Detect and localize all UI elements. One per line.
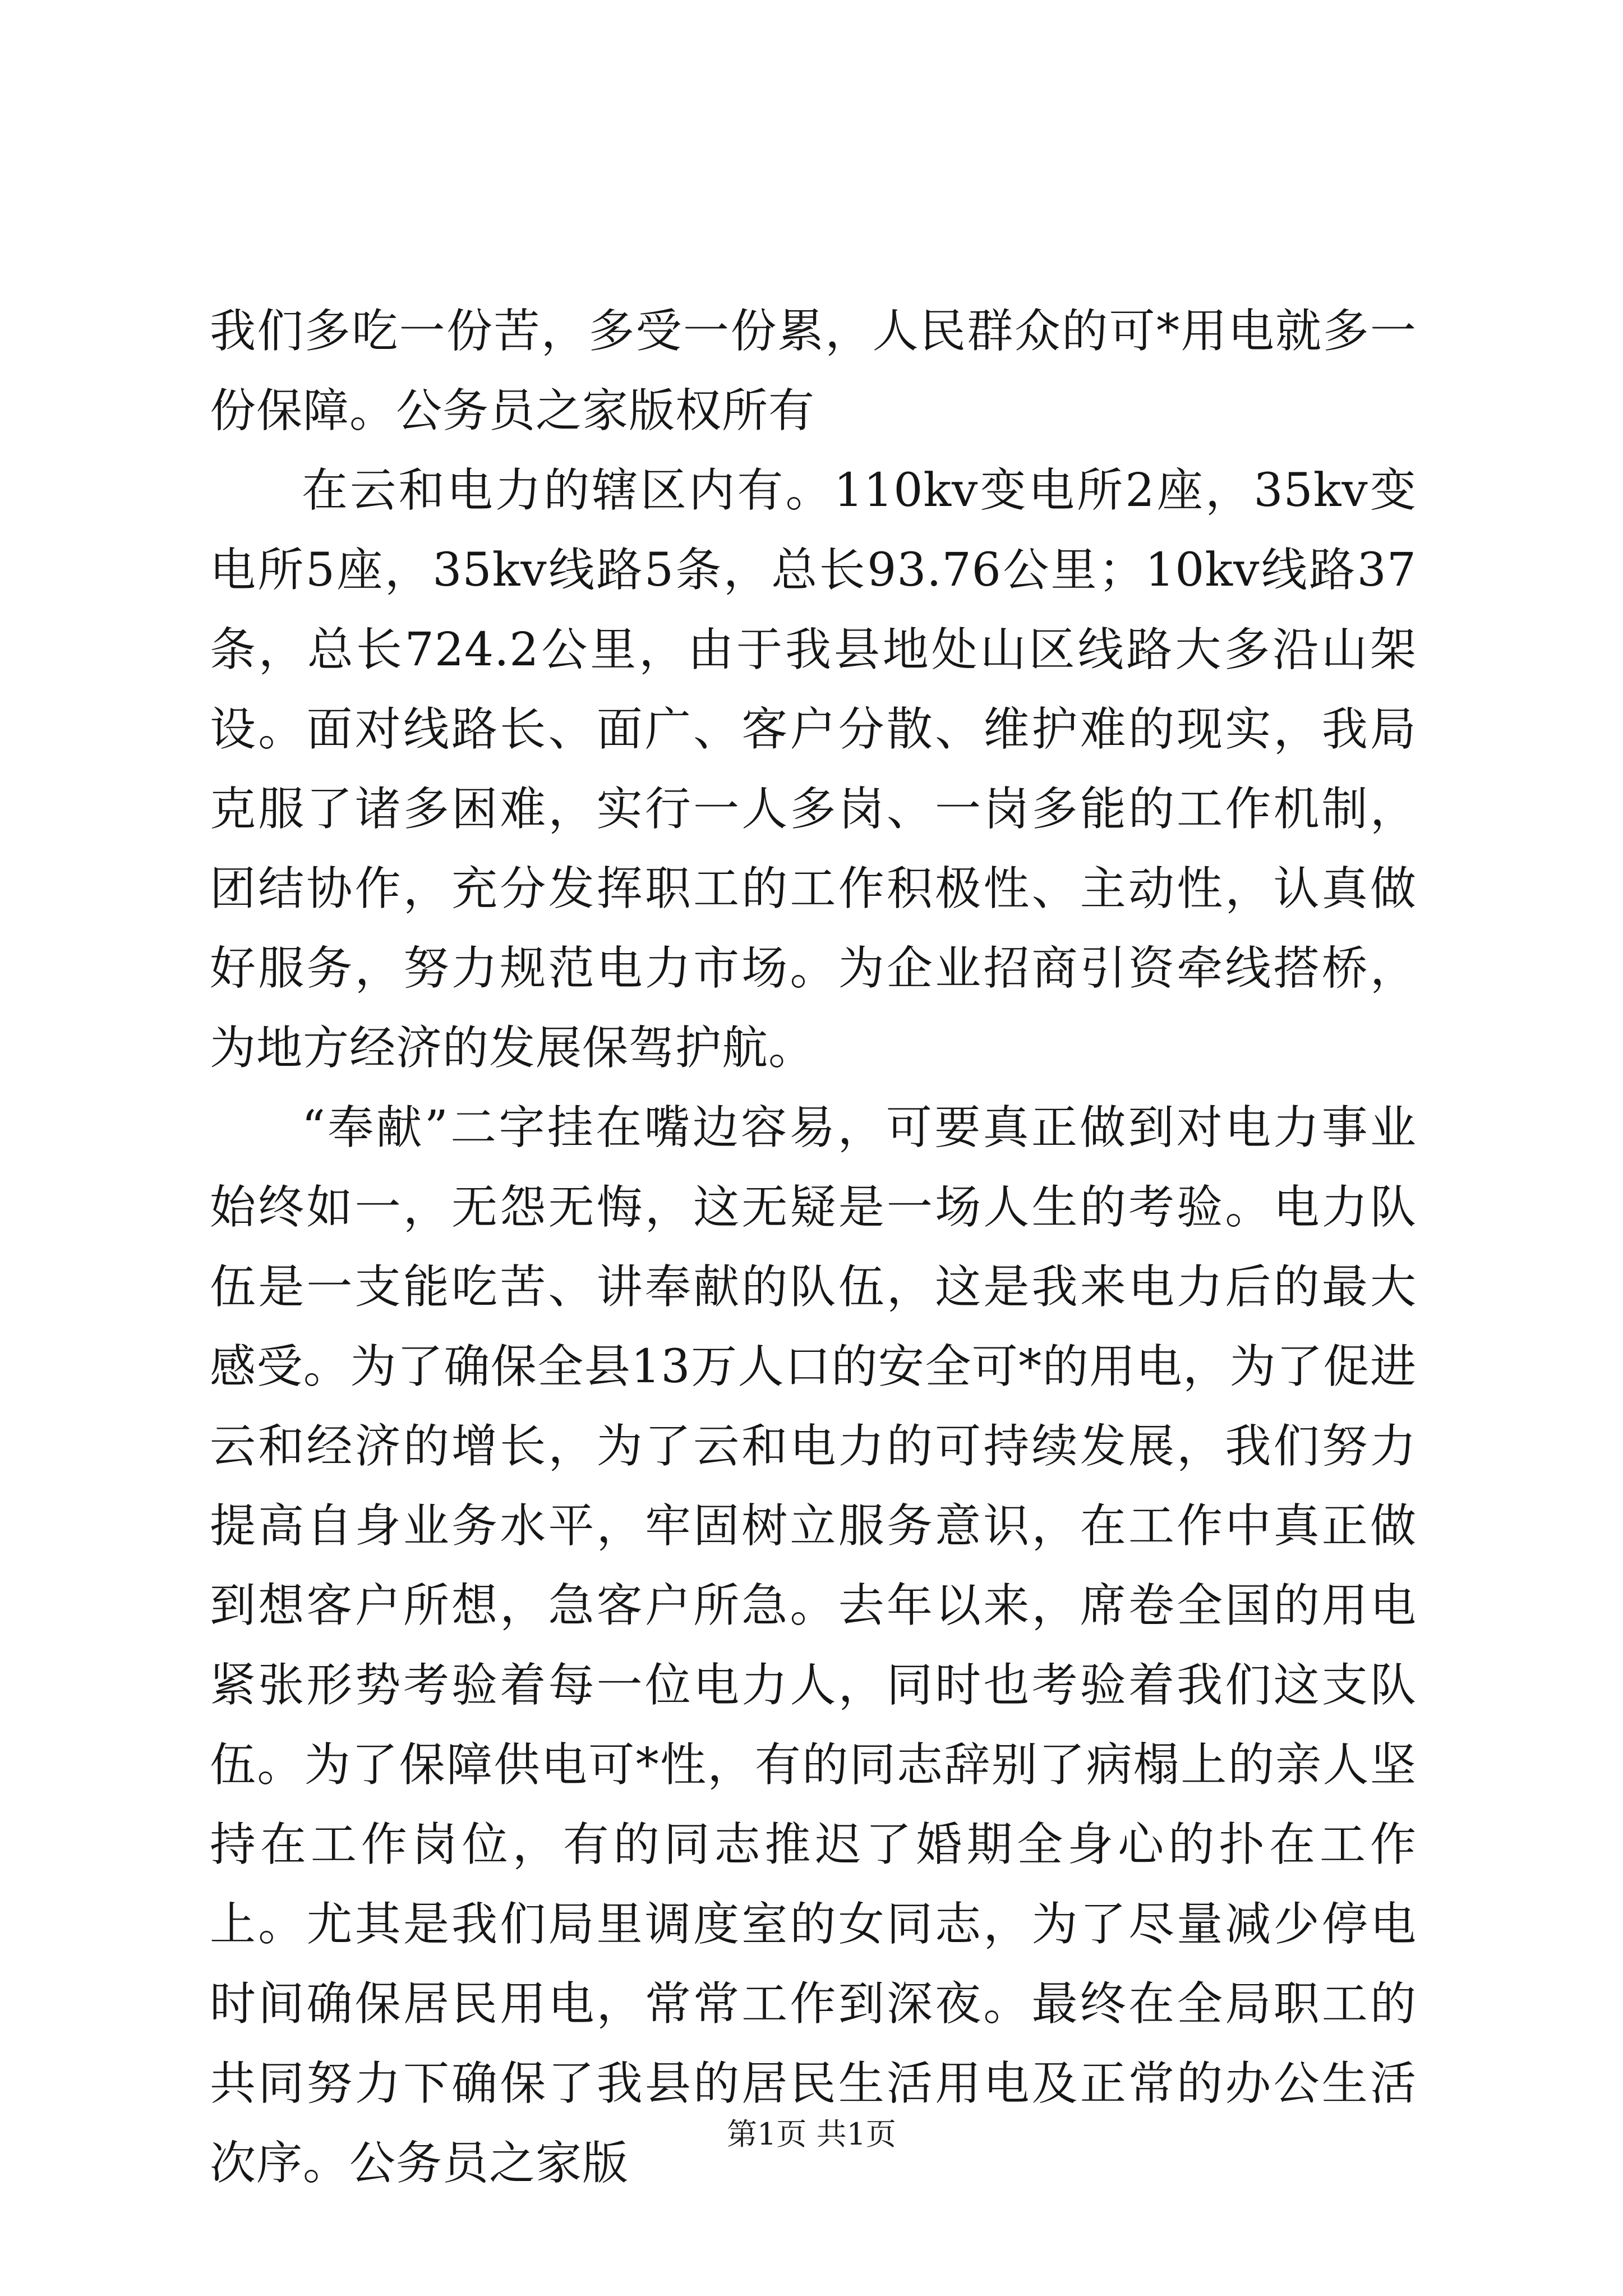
paragraph-3: “奉献”二字挂在嘴边容易，可要真正做到对电力事业始终如一，无怨无悔，这无疑是一场人生的考验。电力队伍是一支能吃苦、讲奉献的队伍，这是我来电力后的最大感受。为了确保全县13万人口的安全可*的用电，为了促进云和经济的增长，为了云和电力的可持续发展，我们努力提高自身业务水平，牢固树立服务意识，在工作中真正做到想客户所想，急客户所急。去年以来，席卷全国的用电紧张形势考验着每一位电力人，同时也考验着我们这支队伍。为了保障供电可*性，有的同志辞别了病榻上的亲人坚持在工作岗位，有的同志推迟了婚期全身心的扑在工作上。尤其是我们局里调度室的女同志，为了尽量减少停电时间确保居民用电，常常工作到深夜。最终在全局职工的共同努力下确保了我县的居民生活用电及正常的办公生活次序。公务员之家版	[210, 1101, 1417, 2190]
page-footer: 第1页 共1页	[727, 2116, 896, 2152]
document-body	[210, 292, 1417, 2203]
paragraph-1: 我们多吃一份苦，多受一份累，人民群众的可*用电就多一份保障。公务员之家版权所有	[210, 305, 1417, 438]
paragraph-2: 在云和电力的辖区内有。110kv变电所2座，35kv变电所5座，35kv线路5条，总长93.76公里；10kv线路37条，总长724.2公里，由于我县地处山区线路大多沿山架设。面对线路长、面广、客户分散、维护难的现实，我局克服了诸多困难，实行一人多岗、一岗多能的工作机制，团结协作，充分发挥职工的工作积极性、主动性，认真做好服务，努力规范电力市场。为企业招商引资牵线搭桥，为地方经济的发展保驾护航。	[210, 464, 1417, 1075]
